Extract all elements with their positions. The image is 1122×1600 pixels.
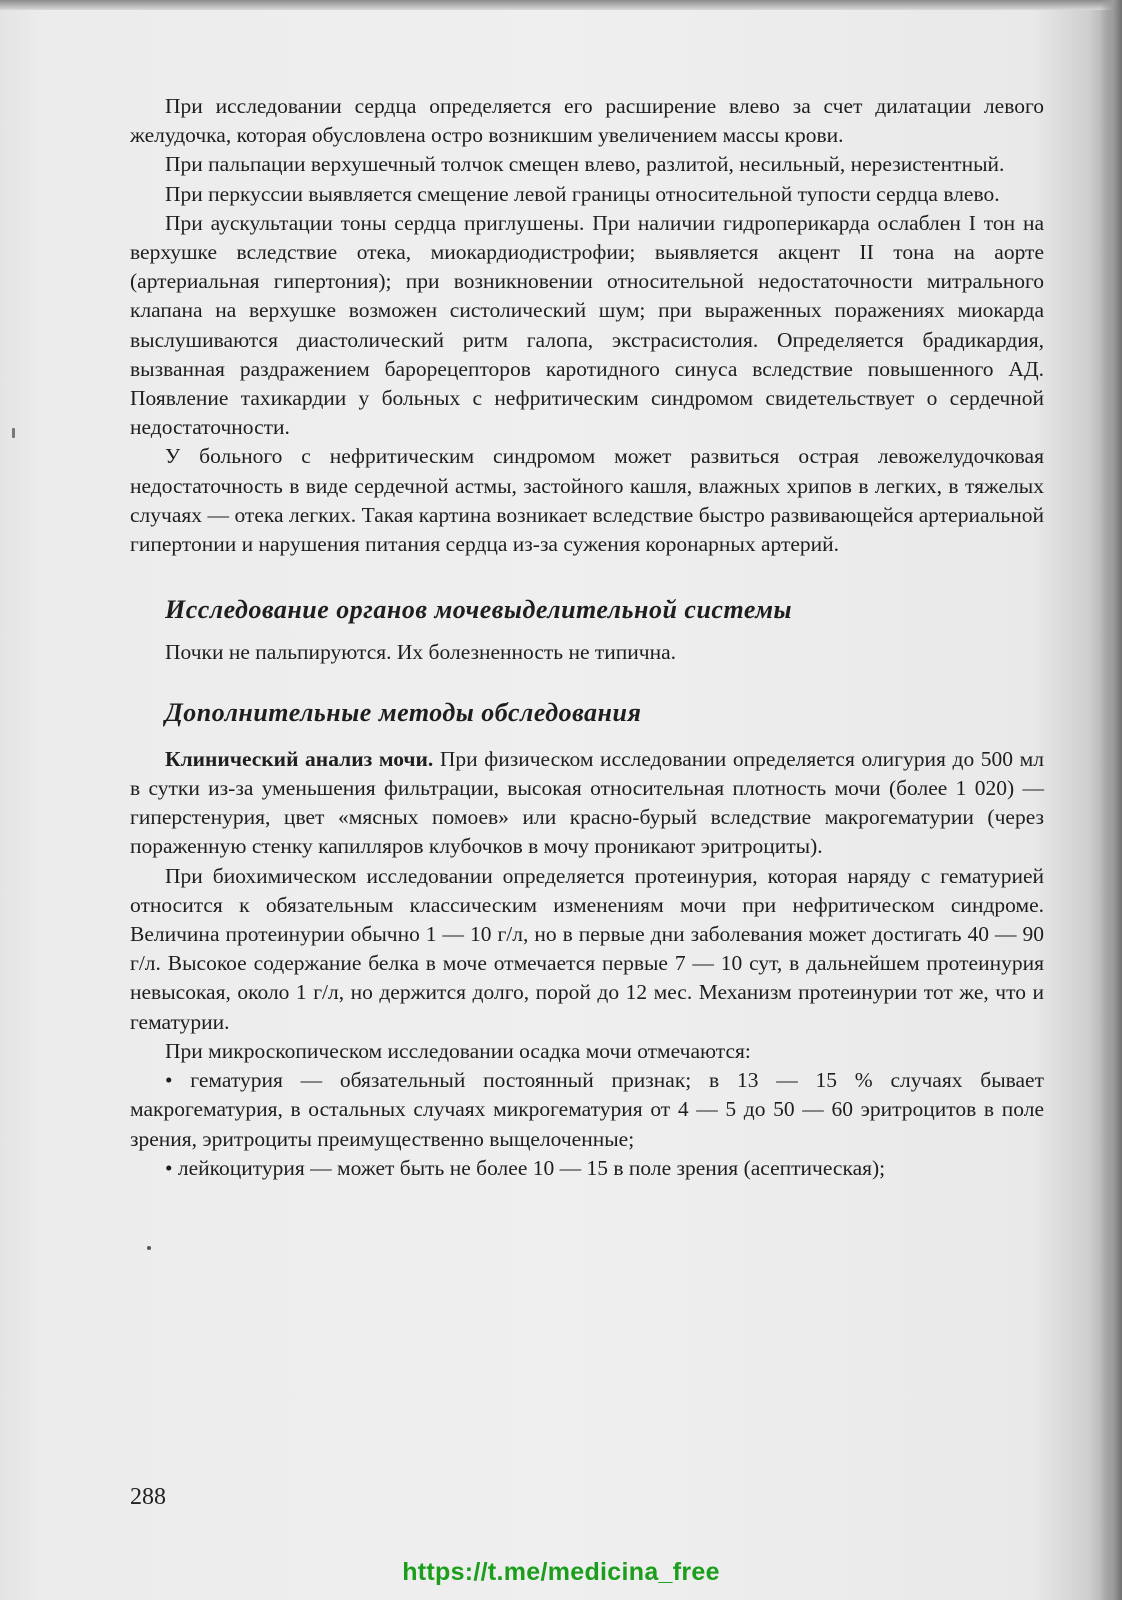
heading-urinary-system: Исследование органов мочевыделительной системы (165, 595, 793, 625)
urinalysis-text: При физическом исследовании определяется олигурия до 500 мл в сутки из-за уменьшения фильтрации, высокая относительная плотность мочи (более 1 020) — гиперстенурия, цвет «мясных помоев» или красно-бурый вследствие макрогематурии (через пораженную стенку капилляров клубочков в мочу проникают эритроциты). (130, 746, 1044, 859)
list-item-leukocyturia: • лейкоцитурия — может быть не более 10 — 15 в поле зрения (асептическая); (165, 1155, 886, 1180)
urinalysis-lead: Клинический анализ мочи. (165, 746, 434, 771)
page-body (130, 92, 1044, 1183)
page-top-shadow (0, 0, 1122, 10)
heading-additional-methods: Дополнительные методы обследования (165, 697, 642, 727)
page-binding-shadow (1100, 0, 1122, 1600)
paragraph-biochemistry: При биохимическом исследовании определяется протеинурия, которая наряду с гематурией относится к обязательным классическим изменениям мочи при нефритическом синдроме. Величина протеинурии обычно 1 — 10 г/л, но в первые дни заболевания может достигать 40 — 90 г/л. Высокое содержание белка в моче отмечается первые 7 — 10 сут, в дальнейшем протеинурия невысокая, около 1 г/л, но держится долго, порой до 12 мес. Механизм протеинурии тот же, что и гематурии. (130, 863, 1044, 1034)
list-item-hematuria: • гематурия — обязательный постоянный признак; в 13 — 15 % случаях бывает макрогематурия, в остальных случаях микрогематурия от 4 — 5 до 50 — 60 эритроцитов в поле зрения, эритроциты преимущественно выщелоченные; (130, 1068, 1044, 1151)
paragraph-palpation: При пальпации верхушечный толчок смещен влево, разлитой, несильный, нерезистентный. (165, 152, 1005, 177)
watermark-link: https://t.me/medicina_free (402, 1558, 720, 1586)
paragraph-auscultation: При аускультации тоны сердца приглушены. При наличии гидроперикарда ослаблен I тон на верхушке вследствие отека, миокардиодистрофии; выявляется акцент II тона на аорте (артериальная гипертония); при возникновении относительной недостаточности митрального клапана на верхушке возможен систолический шум; при выраженных поражениях миокарда выслушиваются диастолический ритм галопа, экстрасистолия. Определяется брадикардия, вызванная раздражением барорецепторов каротидного синуса вследствие повышенного АД. Появление тахикардии у больных с нефритическим синдромом свидетельствует о сердечной недостаточности. (130, 210, 1044, 440)
paragraph-percussion: При перкуссии выявляется смещение левой границы относительной тупости сердца влево. (165, 181, 1000, 206)
page-number: 288 (130, 1484, 166, 1510)
print-speck (147, 1246, 151, 1250)
print-speck (12, 428, 15, 438)
paragraph-heart-failure: У больного с нефритическим синдромом может развиться острая левожелудочковая недостаточность в виде сердечной астмы, застойного кашля, влажных хрипов в легких, в тяжелых случаях — отека легких. Такая картина возникает вследствие быстро развивающейся артериальной гипертонии и нарушения питания сердца из-за сужения коронарных артерий. (130, 444, 1044, 557)
paragraph-microscopy: При микроскопическом исследовании осадка мочи отмечаются: (165, 1038, 751, 1063)
paragraph-urinalysis (130, 745, 1044, 862)
paragraph-kidneys: Почки не пальпируются. Их болезненность не типична. (165, 640, 677, 665)
paragraph-heart-exam: При исследовании сердца определяется его расширение влево за счет дилатации левого желудочка, которая обусловлена остро возникшим увеличением массы крови. (130, 94, 1044, 148)
